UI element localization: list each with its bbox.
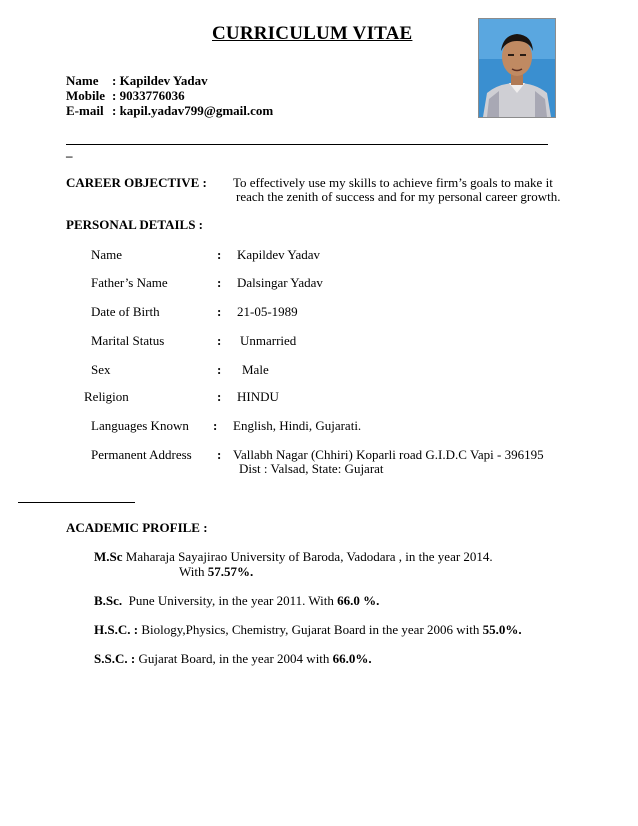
- pd-colon: :: [217, 389, 222, 404]
- pd-label-dob: Date of Birth: [91, 304, 160, 319]
- msc-score: 57.57%.: [207, 564, 254, 579]
- contact-name-value: : Kapildev Yadav: [112, 73, 208, 88]
- pd-label-religion: Religion: [84, 389, 129, 404]
- academic-bsc: [94, 593, 379, 609]
- personal-details-heading: PERSONAL DETAILS :: [66, 217, 204, 232]
- academic-msc: [94, 549, 493, 565]
- pd-value-sex: Male: [242, 362, 269, 377]
- pd-value-marital: Unmarried: [240, 333, 297, 348]
- pd-label-name: Name: [91, 247, 123, 262]
- person-photo-icon: [479, 19, 555, 117]
- pd-colon: :: [217, 333, 222, 348]
- hsc-degree: H.S.C. :: [94, 622, 139, 637]
- bsc-score: 66.0 %.: [337, 593, 380, 608]
- header-divider: [66, 144, 548, 145]
- pd-value-languages: English, Hindi, Gujarati.: [233, 418, 362, 433]
- academic-ssc: [94, 651, 372, 667]
- bsc-text: Pune University, in the year 2011. With: [122, 593, 338, 608]
- contact-email-value: : kapil.yadav799@gmail.com: [112, 103, 274, 118]
- contact-mobile-value: : 9033776036: [112, 88, 185, 103]
- career-objective-heading: CAREER OBJECTIVE :: [66, 175, 207, 190]
- pd-label-father: Father’s Name: [91, 275, 168, 290]
- academic-profile-heading: ACADEMIC PROFILE :: [66, 520, 208, 535]
- pd-value-dob: 21-05-1989: [237, 304, 298, 319]
- msc-with: With: [179, 564, 208, 579]
- career-objective-line1: To effectively use my skills to achieve firm’s goals to make it: [233, 175, 553, 190]
- contact-name-label: Name: [66, 73, 99, 88]
- pd-colon: :: [217, 247, 222, 262]
- hsc-score: 55.0%.: [482, 622, 522, 637]
- pd-label-languages: Languages Known: [91, 418, 189, 433]
- ssc-degree: S.S.C. :: [94, 651, 136, 666]
- contact-mobile-label: Mobile: [66, 88, 105, 103]
- msc-degree: M.Sc: [94, 549, 123, 564]
- pd-value-father: Dalsingar Yadav: [237, 275, 323, 290]
- pd-label-address: Permanent Address: [91, 447, 192, 462]
- hsc-text: Biology,Physics, Chemistry, Gujarat Board in the year 2006 with: [138, 622, 483, 637]
- divider-dash: –: [66, 148, 73, 163]
- bsc-degree: B.Sc.: [94, 593, 123, 608]
- pd-colon: :: [213, 418, 218, 433]
- pd-value-address: Vallabh Nagar (Chhiri) Koparli road G.I.D.C Vapi - 396195: [233, 447, 544, 462]
- pd-value-religion: HINDU: [237, 389, 279, 404]
- pd-value-address-line2: Dist : Valsad, State: Gujarat: [239, 461, 384, 476]
- msc-text: Maharaja Sayajirao University of Baroda, Vadodara , in the year 2014.: [122, 549, 493, 564]
- pd-label-marital: Marital Status: [91, 333, 165, 348]
- ssc-score: 66.0%.: [332, 651, 372, 666]
- pd-colon: :: [217, 275, 222, 290]
- document-title: CURRICULUM VITAE: [212, 23, 413, 44]
- profile-photo: [478, 18, 556, 118]
- pd-value-name: Kapildev Yadav: [237, 247, 321, 262]
- pd-colon: :: [217, 362, 222, 377]
- section-divider: [18, 502, 135, 503]
- academic-hsc: [94, 622, 522, 638]
- contact-email-label: E-mail: [66, 103, 104, 118]
- pd-colon: :: [217, 447, 222, 462]
- pd-colon: :: [217, 304, 222, 319]
- academic-msc-score-line: [179, 564, 253, 580]
- career-objective-line2: reach the zenith of success and for my personal career growth.: [236, 189, 561, 204]
- ssc-text: Gujarat Board, in the year 2004 with: [135, 651, 333, 666]
- pd-label-sex: Sex: [91, 362, 111, 377]
